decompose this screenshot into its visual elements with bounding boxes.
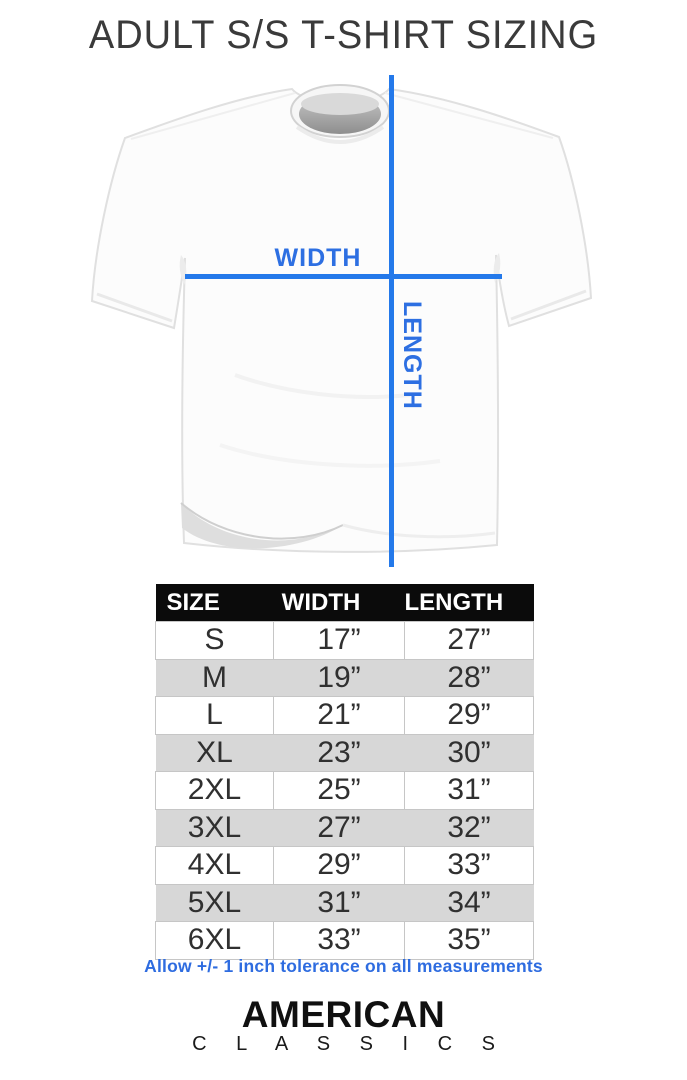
cell-width: 23” [274, 734, 405, 772]
cell-length: 35” [405, 922, 534, 960]
tshirt-image [85, 75, 605, 575]
cell-length: 30” [405, 734, 534, 772]
cell-width: 29” [274, 847, 405, 885]
table-row [156, 884, 534, 922]
table-row [156, 809, 534, 847]
table-row [156, 922, 534, 960]
length-label: LENGTH [398, 301, 426, 410]
table-row [156, 622, 534, 660]
cell-size: M [156, 659, 274, 697]
table-header-row [156, 584, 534, 622]
cell-length: 32” [405, 809, 534, 847]
header-length: LENGTH [405, 584, 534, 622]
tshirt-graphic [85, 75, 605, 575]
header-width: WIDTH [274, 584, 405, 622]
cell-size: L [156, 697, 274, 735]
header-size: SIZE [156, 584, 274, 622]
table-row [156, 697, 534, 735]
logo-american: AMERICAN [241, 994, 446, 1035]
cell-width: 27” [274, 809, 405, 847]
table-row [156, 847, 534, 885]
cell-size: S [156, 622, 274, 660]
cell-size: 6XL [156, 922, 274, 960]
table-row [156, 772, 534, 810]
cell-size: 2XL [156, 772, 274, 810]
page-title: ADULT S/S T-SHIRT SIZING [88, 13, 599, 57]
width-measure-line [185, 274, 502, 279]
cell-size: 4XL [156, 847, 274, 885]
cell-width: 25” [274, 772, 405, 810]
width-label: WIDTH [274, 244, 362, 272]
cell-size: XL [156, 734, 274, 772]
length-measure-line [389, 75, 394, 567]
cell-size: 5XL [156, 884, 274, 922]
cell-length: 28” [405, 659, 534, 697]
cell-length: 34” [405, 884, 534, 922]
tolerance-note: Allow +/- 1 inch tolerance on all measurements [144, 956, 543, 976]
cell-width: 21” [274, 697, 405, 735]
cell-length: 29” [405, 697, 534, 735]
cell-size: 3XL [156, 809, 274, 847]
cell-width: 19” [274, 659, 405, 697]
brand-logo [0, 994, 687, 1055]
logo-classics: C L A S S I C S [192, 1033, 507, 1055]
cell-length: 31” [405, 772, 534, 810]
cell-width: 17” [274, 622, 405, 660]
cell-length: 27” [405, 622, 534, 660]
size-chart-table [155, 584, 534, 960]
cell-width: 31” [274, 884, 405, 922]
table-row [156, 659, 534, 697]
cell-length: 33” [405, 847, 534, 885]
table-row [156, 734, 534, 772]
cell-width: 33” [274, 922, 405, 960]
